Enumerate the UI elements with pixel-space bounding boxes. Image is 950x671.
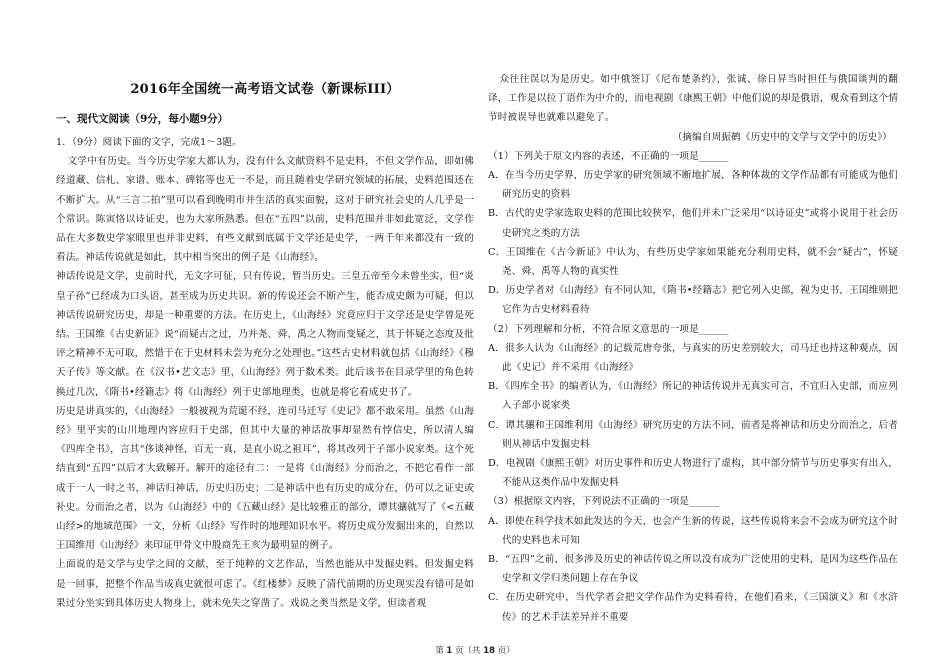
left-paragraph: 1．（9分）阅读下面的文字，完成1～3题。 [56, 137, 242, 148]
right-paragraph: B．《四库全书》的编者认为，《山海经》所记的神话传说并无真实可言，不宜归入史部，而应列入子部小说家类 [488, 381, 898, 412]
right-paragraph: D．历史学者对《山海经》有不同认知，《隋书•经籍志》把它列入史部，视为史书，王国维则把它作为古史材料看待 [488, 285, 898, 316]
left-paragraph: 历史是讲真实的，《山海经》一般被视为荒诞不经，连司马迁写《史记》都不敢采用。虽然《山海经》里平实的山川地理内容应归于史部，但其中大量的神话故事却显然有悖信史，所以清人编《四库全书》，言其“侈谈神怪，百无一真，是直小说之祖耳”，将其改列于子部小说家类。这个死结直到“五四”以后才大致解开。解开的途径有二：一是将《山海经》分而治之，不把它看作一部成于一人一时之书，神话归神话，历史归历史；二是神话中也有历史的成分在，仍可以之证史或补史。分而治之者，以为《山海经》中的《五藏山经》是比较雅正的部分，谭其骧就写了《<五藏山经>的地域范围》一文，分析《山经》写作时的地理知识水平。将历史成分发掘出来的，自然以王国维用《山海经》来印证甲骨文中殷商先王亥为最明显的例子。 [56, 405, 474, 552]
right-paragraph: A．在当今历史学界，历史学家的研究领域不断地扩展，各种体裁的文学作品都有可能成为他们研究历史的资料 [488, 170, 898, 201]
left-paragraph: 上面说的是文学与史学之间的文献，至于纯粹的文艺作品，当然也能从中发掘史料。但发掘史料是一回事，把整个作品当成真史就很可虑了。《红楼梦》反映了清代前期的历史现实没有错可是如果过分坐实到具体历史人物身上，就未免失之穿凿了。戏说之类当然是文学，但读者观 [56, 559, 474, 609]
right-column [488, 70, 898, 627]
right-paragraph: C．在历史研究中，当代学者会把文学作品作为史料看待，在他们看来，《三国演义》和《水浒传》的艺术手法差异并不重要 [488, 592, 898, 623]
right-body [488, 70, 898, 627]
page-footer [0, 644, 950, 656]
right-paragraph: D．电视剧《康熙王朝》对历史事件和历史人物进行了虚构，其中部分情节与历史事实有出入，不能从这类作品中发掘史料 [488, 458, 898, 489]
right-paragraph: C．王国维在《古今新证》中认为，有些历史学家如果能充分利用史料，就不会“疑古”，怀疑尧、舜、禹等人物的真实性 [488, 246, 898, 278]
section-heading: 一、现代文阅读（9分，每小题9分） [56, 113, 229, 125]
right-paragraph: （摘编自周振鹤《历史中的文学与文学中的历史》） [672, 131, 892, 143]
right-paragraph: （2）下列理解和分析，不符合原文意思的一项是______ [488, 323, 729, 335]
left-paragraph: 神话传说是文学，史前时代，无文字可征，只有传说，暂当历史。三皇五帝至今未曾坐实，但“炎皇子孙”已经成为口头语，甚至成为历史共识。新的传说还会不断产生，能否成史颇为可疑，但以神话传说研究历史，却是一种重要的方法。在历史上，《山海经》究竟应归于文学还是史学曾是死结。王国维《古史新证》说“而疑古之过，乃并尧、舜、禹之人物而变疑之，其于怀疑之态度及批评之精神不无可取，然惜于在于史材料未尝为充分之处理也。”这些古史材料就包括《山海经》《穆天子传》等文献。在《汉书•艺文志》里，《山海经》列于数术类。此后该书在目录学里的角色转换过几次，《隋书•经籍志》将《山海经》列于史部地理类，也就是将它看成史书了。 [56, 271, 474, 398]
right-paragraph: C．谭其骧和王国维利用《山海经》研究历史的方法不同，前者是将神话和历史分而治之，后者则从神话中发掘史料 [488, 419, 898, 450]
footer-suffix: 页） [497, 646, 515, 656]
right-paragraph: （1）下列关于原文内容的表述，不正确的一项是______ [488, 150, 729, 162]
right-paragraph: B．“五四”之前，很多涉及历史的神话传说之所以没有成为广泛使用的史料，是因为这些作品在史学和文学归类问题上存在争议 [488, 554, 898, 585]
right-paragraph: B．古代的史学家选取史料的范围比较狭窄，他们并未广泛采用“以诗证史”或将小说用于社会历史研究之类的方法 [488, 208, 898, 239]
right-paragraph: A．即使在科学技术如此发达的今天，也会产生新的传说，这些传说将来会不会成为研究这个时代的史料也未可知 [488, 515, 898, 546]
footer-page-number: 1 [446, 646, 453, 656]
right-paragraph: A．很多人认为《山海经》的记载荒唐夸张，与真实的历史差别较大，司马迁也持这种观点，因此《史记》并不采用《山海经》 [488, 342, 898, 374]
right-paragraph: （3）根据原文内容，下列说法不正确的一项是______ [488, 496, 719, 508]
left-paragraph: 文学中有历史。当今历史学家大都认为，没有什么文献资料不是史料，不但文学作品，即如佛经道藏、信札、家谱、账本、碑铭等也无一不是，而且随着史学研究领域的拓展，史料范围还在不断扩大。从“三言二拍”里可以看到晚明市井生活的真实面貌，这对于研究社会史的人几乎是一个常识。陈寅恪以诗证史，也为大家所熟悉。但在“五四”以前，史料范围并非如此宽泛，文学作品在大多数史学家眼里也并非史料，有些文献到底属于文学还是史学，一两千年来都没有一致的看法。神话传说就是如此，其中相当突出的例子是《山海经》。 [56, 156, 474, 264]
left-column [56, 78, 474, 613]
footer-mid: 页（共 [455, 646, 481, 656]
left-body [56, 133, 474, 613]
footer-prefix: 第 [435, 646, 444, 656]
footer-total-pages: 18 [483, 646, 496, 656]
exam-title: 2016年全国统一高考语文试卷（新课标III） [130, 82, 400, 97]
right-paragraph: 众往往误以为是历史。如中俄签订《尼布楚条约》，张诚、徐日昇当时担任与俄国谈判的翻译，工作是以拉丁语作为中介的，而电视剧《康熙王朝》中他们说的却是俄语，观众看到这个情节时被误导也就难以避免了。 [488, 74, 898, 124]
